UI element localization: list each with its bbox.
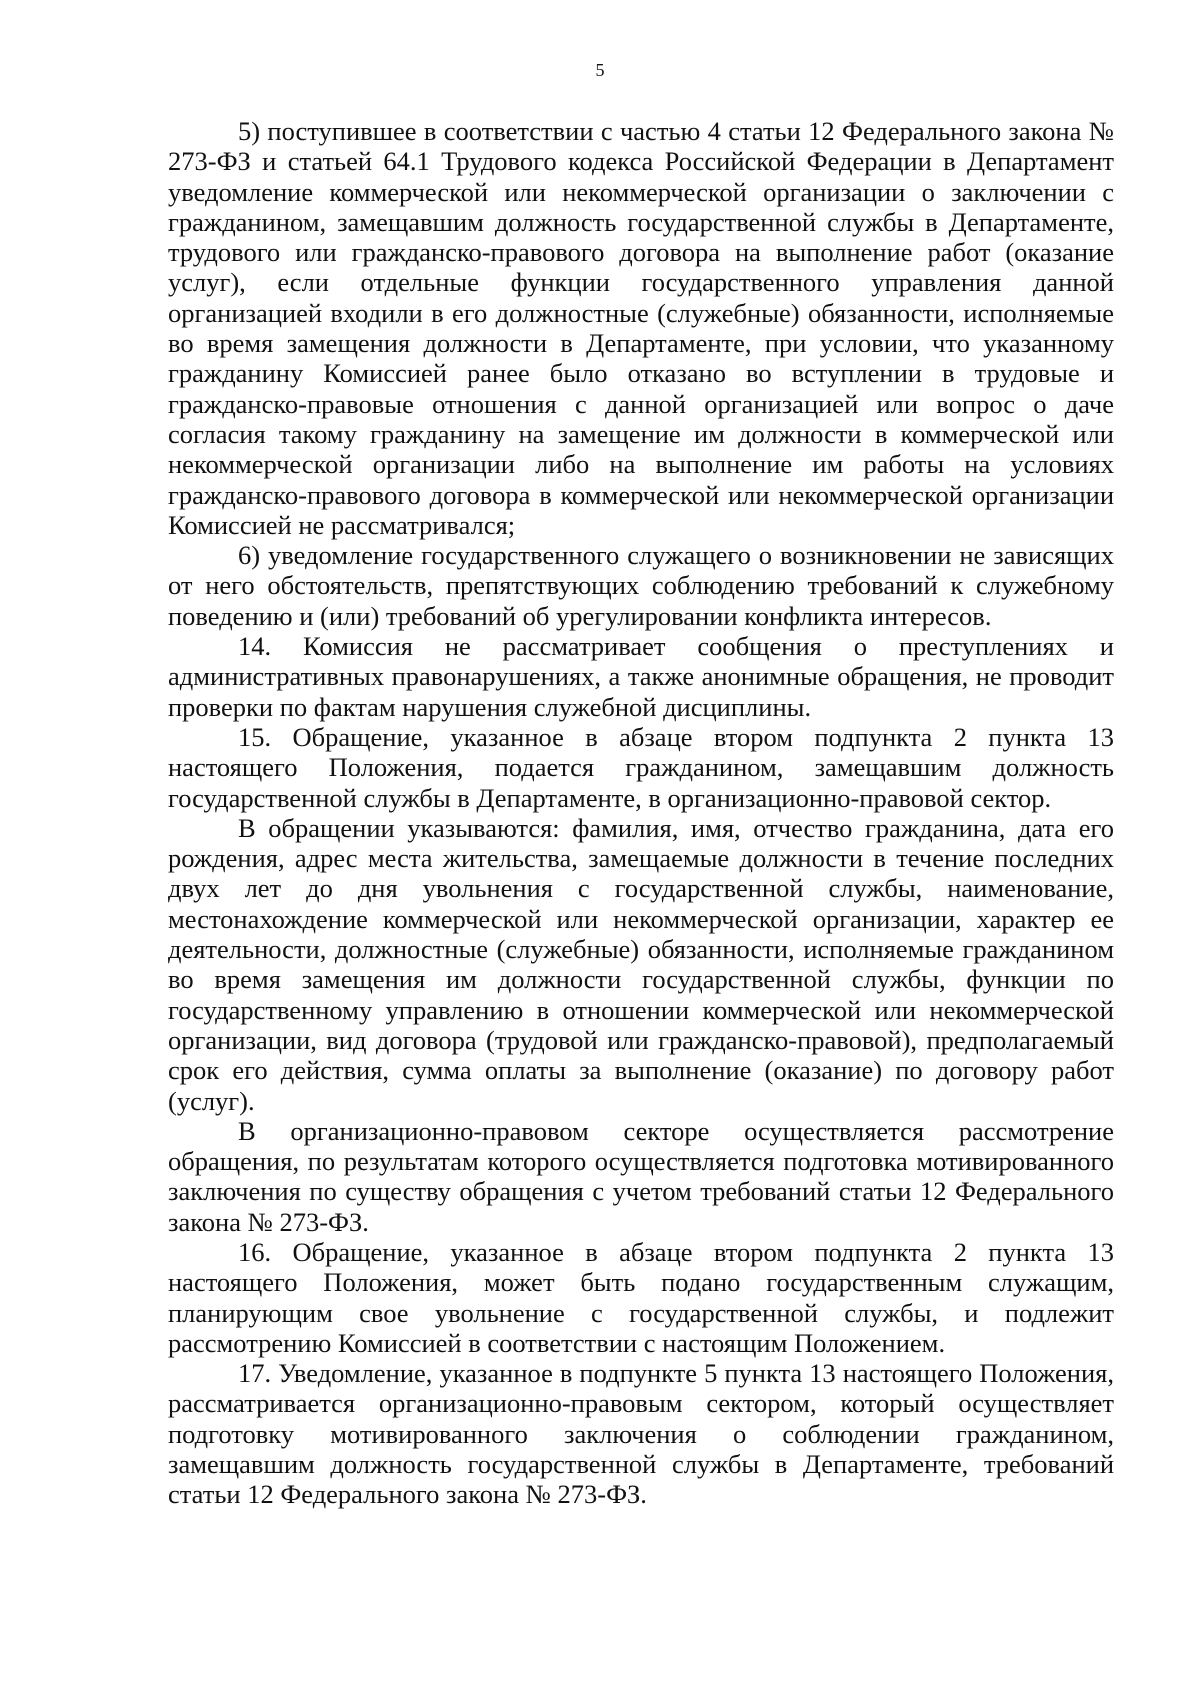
- page-number: 5: [595, 60, 605, 80]
- paragraph-clause-15: 15. Обращение, указанное в абзаце втором подпункта 2 пункта 13 настоящего Положения, подается гражданином, замещавшим должность государственной службы в Департаменте, в организационно-правовой сектор.: [168, 721, 1114, 813]
- paragraph-clause-16: 16. Обращение, указанное в абзаце втором подпункта 2 пункта 13 настоящего Положения, может быть подано государственным служащим, планирующим свое увольнение с государственной службы, и подлежит рассмотрению Комиссией в соответствии с настоящим Положением.: [168, 1236, 1114, 1358]
- paragraph-clause-17: 17. Уведомление, указанное в подпункте 5 пункта 13 настоящего Положения, рассматривается организационно-правовым сектором, который осуществляет подготовку мотивированного заключения о соблюдении гражданином, замещавшим должность государственной службы в Департаменте, требований статьи 12 Федерального закона № 273-ФЗ.: [168, 1358, 1114, 1510]
- paragraph-clause-14: 14. Комиссия не рассматривает сообщения о преступлениях и административных правонарушениях, а также анонимные обращения, не проводит проверки по фактам нарушения служебной дисциплины.: [168, 631, 1114, 722]
- document-body: [168, 116, 1114, 1510]
- paragraph-item-6: 6) уведомление государственного служащего о возникновении не зависящих от него обстоятельств, препятствующих соблюдению требований к служебному поведению и (или) требований об урегулировании конфликта интересов.: [168, 540, 1114, 631]
- paragraph-appeal-contents: В обращении указываются: фамилия, имя, отчество гражданина, дата его рождения, адрес места жительства, замещаемые должности в течение последних двух лет до дня увольнения с государственной службы, наименование, местонахождение коммерческой или некоммерческой организации, характер ее деятельности, должностные (служебные) обязанности, исполняемые гражданином во время замещения им должности государственной службы, функции по государственному управлению в отношении коммерческой или некоммерческой организации, вид договора (трудовой или гражданско-правовой), предполагаемый срок его действия, сумма оплаты за выполнение (оказание) по договору работ (услуг).: [168, 812, 1114, 1116]
- paragraph-item-5: 5) поступившее в соответствии с частью 4 статьи 12 Федерального закона № 273-ФЗ и статьей 64.1 Трудового кодекса Российской Федерации в Департамент уведомление коммерческой или некоммерческой организации о заключении с гражданином, замещавшим должность государственной службы в Департаменте, трудового или гражданско-правового договора на выполнение работ (оказание услуг), если отдельные функции государственного управления данной организацией входили в его должностные (служебные) обязанности, исполняемые во время замещения должности в Департаменте, при условии, что указанному гражданину Комиссией ранее было отказано во вступлении в трудовые и гражданско-правовые отношения с данной организацией или вопрос о даче согласия такому гражданину на замещение им должности в коммерческой или некоммерческой организации либо на выполнение им работы на условиях гражданско-правового договора в коммерческой или некоммерческой организации Комиссией не рассматривался;: [168, 116, 1114, 540]
- paragraph-appeal-review: В организационно-правовом секторе осуществляется рассмотрение обращения, по результатам которого осуществляется подготовка мотивированного заключения по существу обращения с учетом требований статьи 12 Федерального закона № 273-ФЗ.: [168, 1115, 1114, 1237]
